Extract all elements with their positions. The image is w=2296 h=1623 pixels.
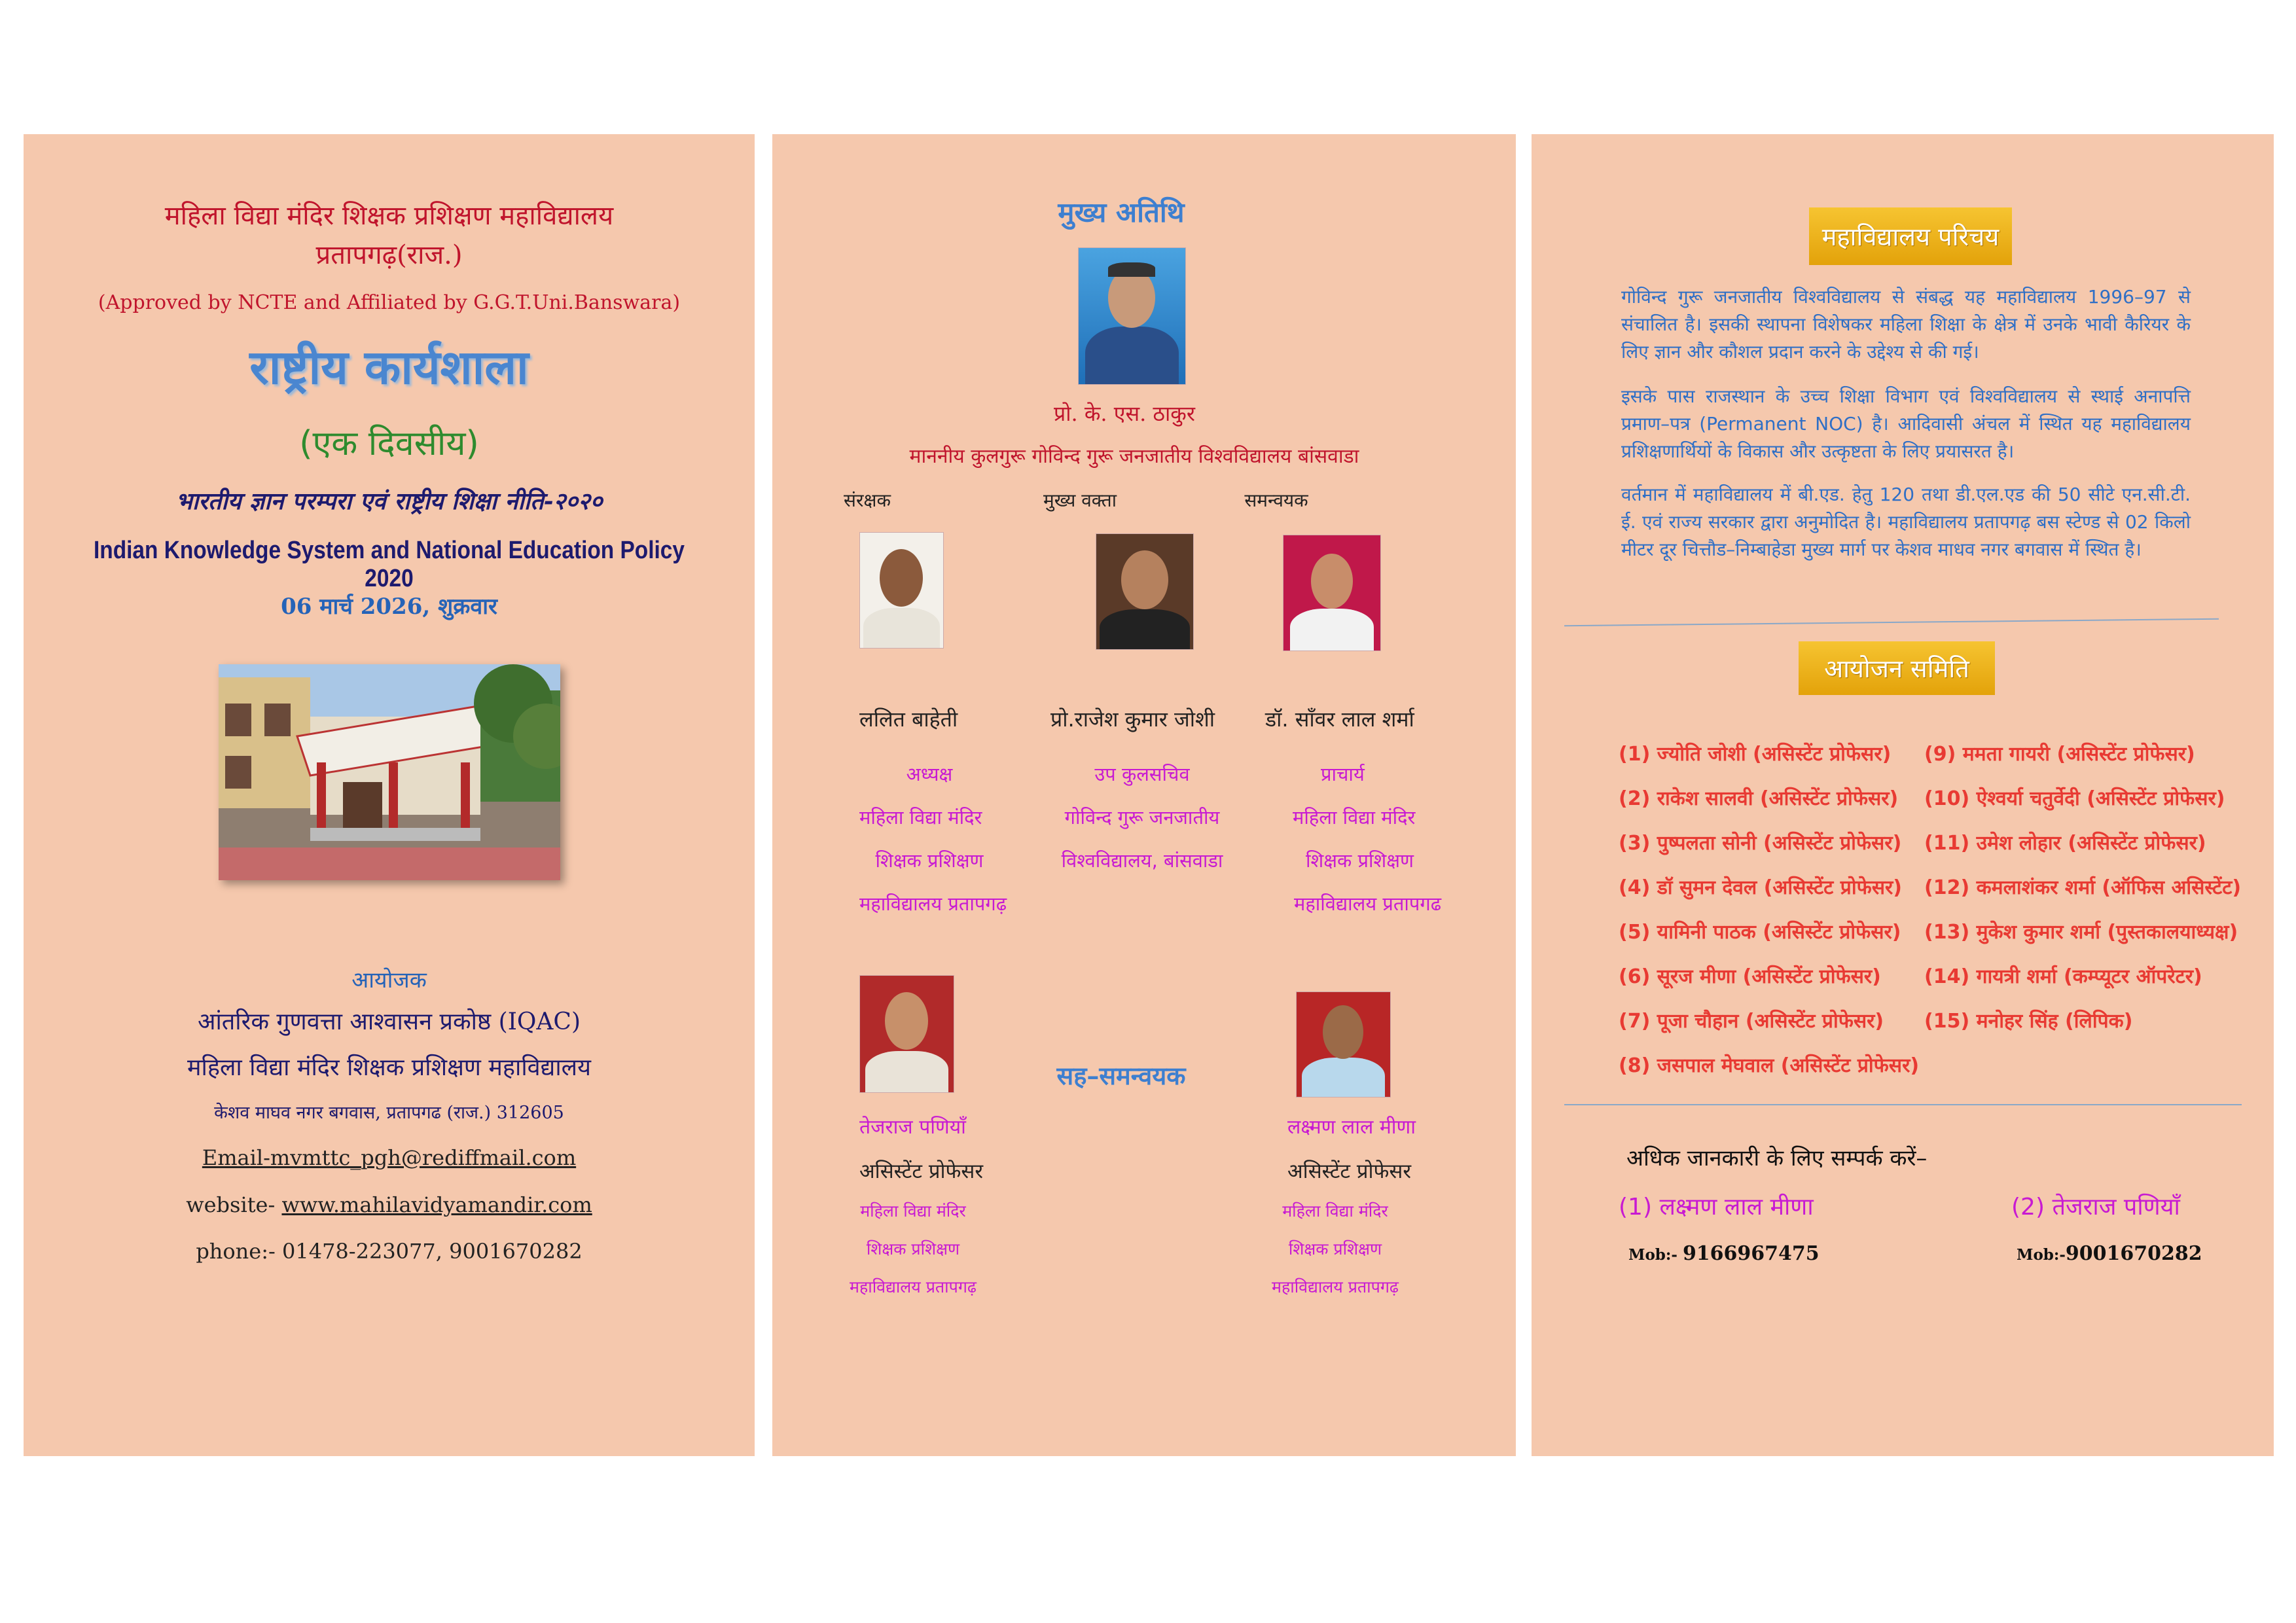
coordinator-org-3: महाविद्यालय प्रतापगढ [1294, 893, 1442, 915]
theme-hindi: भारतीय ज्ञान परम्परा एवं राष्ट्रीय शिक्षा नीति-२०२० [175, 488, 603, 515]
chief-guest-name: प्रो. के. एस. ठाकुर [1054, 401, 1195, 426]
contact-1-mob-number[interactable]: 9166967475 [1682, 1242, 1820, 1265]
college-place: प्रतापगढ़(राज.) [315, 240, 463, 270]
keynote-speaker-name: प्रो.राजेश कुमार जोशी [1050, 707, 1215, 732]
keynote-speaker-photo [1096, 533, 1194, 650]
chief-guest-heading: मुख्य अतिथि [1058, 196, 1185, 228]
co-coordinator-1-details [844, 1192, 982, 1306]
college-building-illustration [219, 664, 560, 880]
phone-line: phone:- 01478-223077, 9001670282 [196, 1239, 583, 1264]
keynote-speaker-details [1044, 753, 1240, 882]
divider-1 [1564, 618, 2219, 626]
committee-member: (8) जसपाल मेघवाल (असिस्टेंट प्रोफेसर) [1619, 1054, 1920, 1077]
role-coordinator: समन्वयक [1244, 490, 1308, 511]
coordinator-org-1: महिला विद्या मंदिर [1293, 806, 1416, 829]
intro-heading: महाविद्यालय परिचय [1809, 207, 2012, 265]
committee-member: (11) उमेश लोहार (असिस्टेंट प्रोफेसर) [1924, 832, 2206, 855]
front-cover-panel [24, 134, 755, 1456]
contact-1-name: (1) लक्ष्मण लाल मीणा [1619, 1194, 1814, 1221]
keynote-speaker-designation: उप कुलसचिव [1094, 763, 1190, 785]
email-link[interactable]: Email-mvmttc_pgh@rediffmail.com [202, 1145, 577, 1170]
intro-paragraph-3: वर्तमान में महाविद्यालय में बी.एड. हेतु 120 तथा डी.एल.एड की 50 सीटे एन.सी.टी. ई. एवं राज्य सरकार द्वारा अनुमोदित है। महाविद्यालय प्रतापगढ़ बस स्टेण्ड से 02 किलो मीटर दूर चित्तौड–निम्बाहेडा मुख्य मार्ग पर केशव माधव नगर बगवास में स्थित है। [1621, 484, 2191, 560]
patron-photo [859, 532, 944, 649]
info-panel [1532, 134, 2274, 1456]
patron-name: ललित बाहेती [859, 707, 958, 732]
organizer-college: महिला विद्या मंदिर शिक्षक प्रशिक्षण महाविद्यालय [187, 1054, 591, 1081]
website-link[interactable]: www.mahilavidyamandir.com [281, 1192, 592, 1217]
co-coordinator-2-photo [1296, 991, 1391, 1097]
coordinator-photo [1283, 535, 1381, 651]
contact-2-mob-number[interactable]: 9001670282 [2065, 1242, 2202, 1265]
event-title: राष्ट्रीय कार्यशाला [249, 340, 529, 395]
patron-org-1: महिला विद्या मंदिर [859, 806, 982, 829]
chief-guest-title: माननीय कुलगुरू गोविन्द गुरू जनजातीय विश्वविद्यालय बांसवाडा [909, 445, 1359, 468]
contact-2-name: (2) तेजराज पणियाँ [2011, 1194, 2180, 1221]
patron-details [844, 753, 1014, 925]
coordinator-name: डॉ. साँवर लाल शर्मा [1265, 707, 1414, 732]
keynote-speaker-org-1: गोविन्द गुरू जनजातीय [1064, 806, 1220, 829]
co-coordinator-2-details [1266, 1192, 1404, 1306]
committee-list-left [1619, 740, 1919, 1096]
committee-member: (14) गायत्री शर्मा (कम्प्यूटर ऑपरेटर) [1924, 965, 2202, 988]
website-line [24, 1192, 755, 1217]
committee-member: (5) यामिनी पाठक (असिस्टेंट प्रोफेसर) [1619, 921, 1901, 944]
committee-member: (15) मनोहर सिंह (लिपिक) [1924, 1010, 2133, 1033]
organizer-cell: आंतरिक गुणवत्ता आश्वासन प्रकोष्ठ (IQAC) [197, 1008, 581, 1035]
co-coordinator-2-name: लक्ष्मण लाल मीणा [1287, 1116, 1416, 1139]
theme-english: Indian Knowledge System and National Education Policy 2020 [93, 537, 685, 592]
contact-heading: अधिक जानकारी के लिए सम्पर्क करें– [1626, 1145, 1928, 1171]
committee-member: (2) राकेश सालवी (असिस्टेंट प्रोफेसर) [1619, 787, 1899, 810]
coordinator-org-2: शिक्षक प्रशिक्षण [1306, 849, 1414, 872]
committee-member: (12) कमलाशंकर शर्मा (ऑफिस असिस्टेंट) [1924, 876, 2242, 899]
contact-2-mobile [2017, 1242, 2202, 1265]
co-coordinator-1-name: तेजराज पणियाँ [859, 1116, 966, 1139]
patron-designation: अध्यक्ष [906, 763, 953, 785]
chief-guest-photo [1078, 247, 1186, 385]
divider-2 [1564, 1104, 2242, 1105]
coordinator-details [1270, 753, 1466, 925]
contact-2-mob-label: Mob:- [2017, 1246, 2066, 1264]
coordinator-designation: प्राचार्य [1321, 763, 1365, 785]
role-patron: संरक्षक [844, 490, 891, 511]
website-label: website- [186, 1192, 282, 1217]
event-duration: (एक दिवसीय) [299, 424, 479, 463]
contact-1-mob-label: Mob:- [1628, 1246, 1683, 1264]
co-coordinator-2-designation: असिस्टेंट प्रोफेसर [1287, 1160, 1412, 1183]
co-coordinator-2-org-3: महाविद्यालय प्रतापगढ़ [1272, 1277, 1399, 1296]
keynote-speaker-org-2: विश्वविद्यालय, बांसवाडा [1061, 849, 1223, 872]
committee-member: (9) ममता गायरी (असिस्टेंट प्रोफेसर) [1924, 743, 2195, 766]
committee-member: (4) डॉ सुमन देवल (असिस्टेंट प्रोफेसर) [1619, 876, 1902, 899]
committee-member: (1) ज्योति जोशी (असिस्टेंट प्रोफेसर) [1619, 743, 1892, 766]
intro-paragraph-1: गोविन्द गुरू जनजातीय विश्वविद्यालय से संबद्ध यह महाविद्यालय 1996–97 से संचालित है। इसकी स्थापना विशेषकर महिला शिक्षा के क्षेत्र में उनके भावी कैरियर के लिए ज्ञान और कौशल प्रदान करने के उद्देश्य से की गई। [1621, 286, 2191, 363]
committee-member: (7) पूजा चौहान (असिस्टेंट प्रोफेसर) [1619, 1010, 1884, 1033]
co-coordinator-1-org-3: महाविद्यालय प्रतापगढ़ [850, 1277, 977, 1296]
co-coordinator-heading: सह–समन्वयक [1056, 1061, 1186, 1090]
co-coordinator-1-designation: असिस्टेंट प्रोफेसर [859, 1160, 984, 1183]
co-coordinator-2-org-1: महिला विद्या मंदिर [1282, 1202, 1388, 1221]
co-coordinator-1-org-2: शिक्षक प्रशिक्षण [866, 1240, 960, 1258]
committee-list-right [1924, 740, 2241, 1051]
organizer-heading: आयोजक [351, 967, 427, 993]
co-coordinator-1-photo [859, 975, 954, 1093]
guests-panel [772, 134, 1516, 1456]
co-coordinator-1-org-1: महिला विद्या मंदिर [860, 1202, 966, 1221]
committee-member: (13) मुकेश कुमार शर्मा (पुस्तकालयाध्यक्ष) [1924, 921, 2238, 944]
college-building-photo [219, 664, 560, 880]
committee-member: (3) पुष्पलता सोनी (असिस्टेंट प्रोफेसर) [1619, 832, 1902, 855]
contact-1-mobile [1628, 1242, 1820, 1265]
approval-text: (Approved by NCTE and Affiliated by G.G.T.Uni.Banswara) [98, 291, 681, 314]
co-coordinator-2-org-2: शिक्षक प्रशिक्षण [1288, 1240, 1382, 1258]
intro-paragraph-2: इसके पास राजस्थान के उच्च शिक्षा विभाग एवं विश्वविद्यालय से स्थाई अनापत्ति प्रमाण–पत्र (Permanent NOC) है। आदिवासी अंचल में स्थित यह महाविद्यालय प्रशिक्षणार्थियों के विकास और उत्कृष्टता के लिए प्रयासरत है। [1621, 385, 2191, 462]
committee-member: (10) ऐश्वर्या चतुर्वेदी (असिस्टेंट प्रोफेसर) [1924, 787, 2225, 810]
committee-heading: आयोजन समिति [1799, 641, 1995, 695]
event-date: 06 मार्च 2026, शुक्रवार [281, 594, 497, 620]
college-address: केशव माघव नगर बगवास, प्रतापगढ (राज.) 312605 [214, 1103, 564, 1123]
committee-member: (6) सूरज मीणा (असिस्टेंट प्रोफेसर) [1619, 965, 1881, 988]
role-keynote-speaker: मुख्य वक्ता [1043, 490, 1117, 511]
patron-org-3: महाविद्यालय प्रतापगढ़ [859, 893, 1007, 915]
college-name: महिला विद्या मंदिर शिक्षक प्रशिक्षण महाविद्यालय [164, 201, 614, 231]
patron-org-2: शिक्षक प्रशिक्षण [875, 849, 984, 872]
